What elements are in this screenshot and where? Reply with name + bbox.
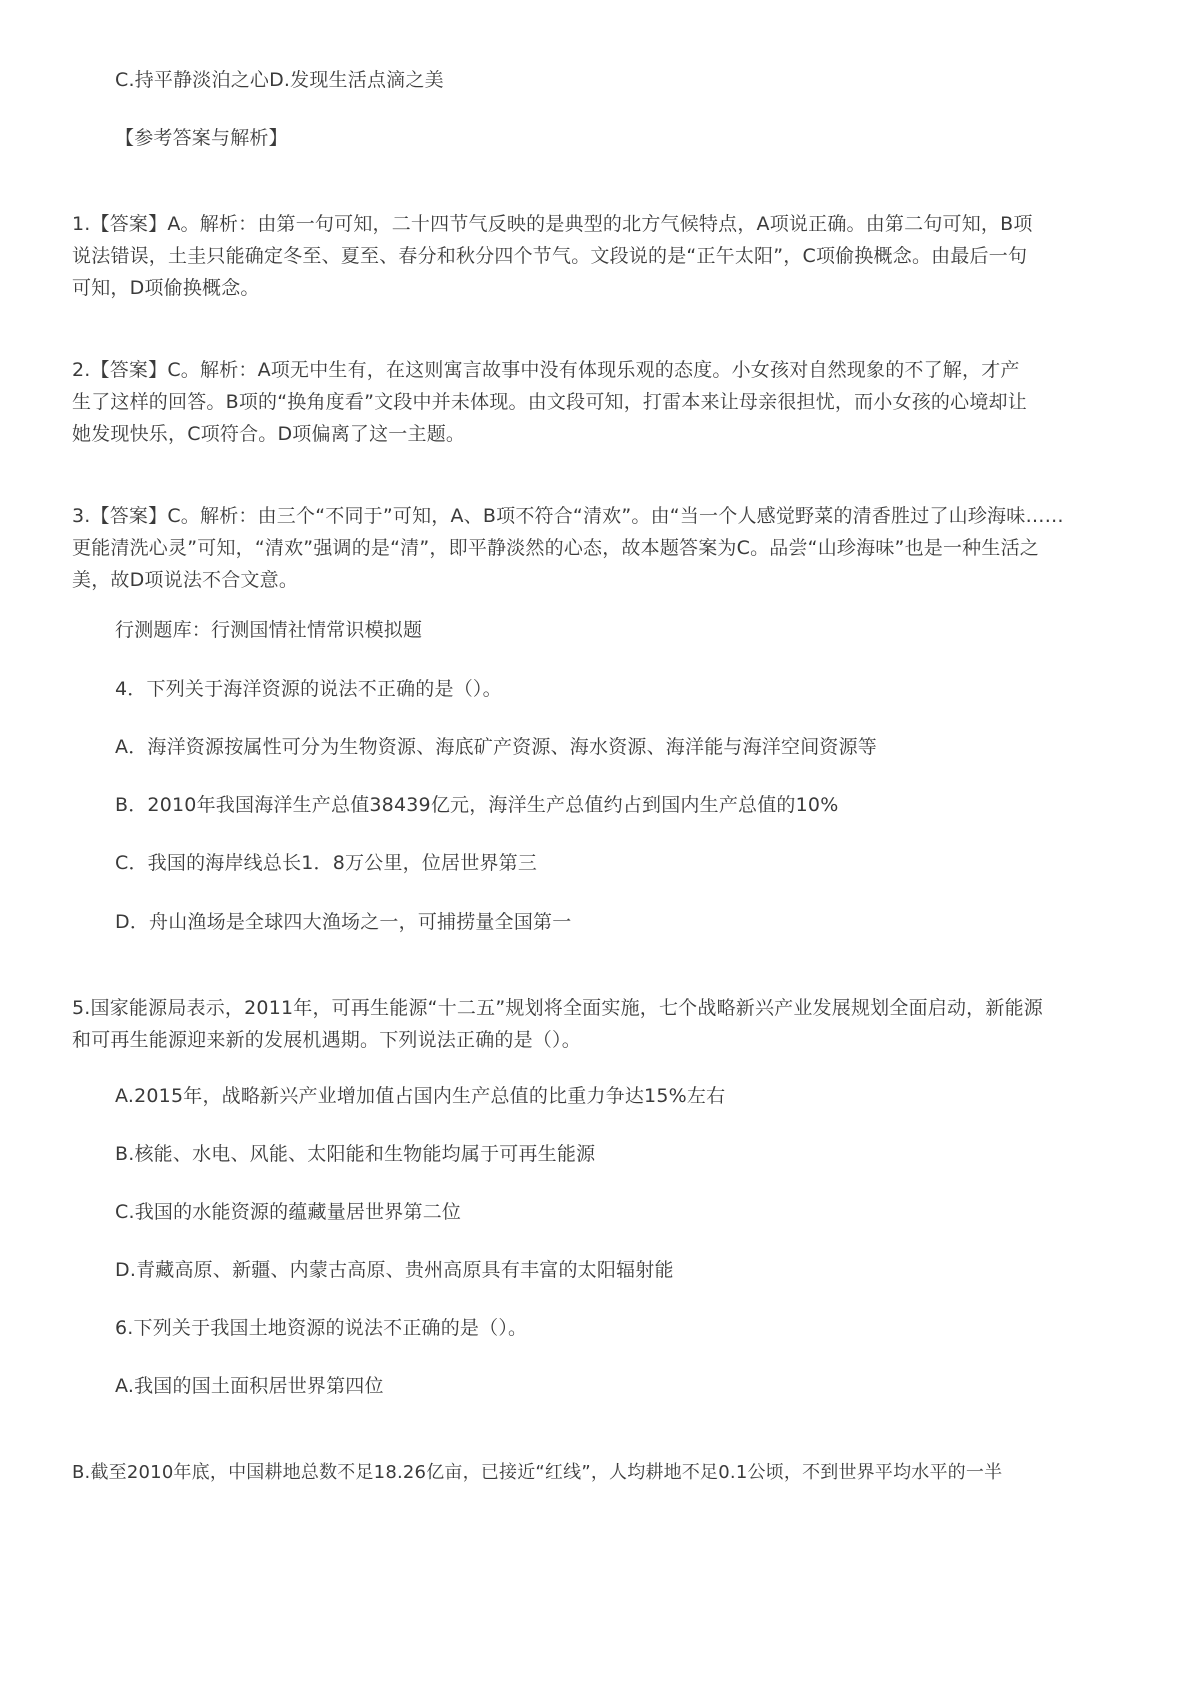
- question-6-option-b: B.截至2010年底，中国耕地总数不足18.26亿亩，已接近“红线”，人均耕地不足0.1公顷，不到世界平均水平的一半: [72, 1462, 1003, 1483]
- question-5-option-d: D.青藏高原、新疆、内蒙古高原、贵州高原具有丰富的太阳辐射能: [115, 1259, 674, 1281]
- answer-1: [72, 208, 1132, 304]
- option-line-c-d: C.持平静淡泊之心D.发现生活点滴之美: [115, 69, 444, 91]
- question-4-option-c: C．我国的海岸线总长1．8万公里，位居世界第三: [115, 852, 538, 874]
- question-5-line: 和可再生能源迎来新的发展机遇期。下列说法正确的是（）。: [72, 1029, 581, 1051]
- question-6: 6.下列关于我国土地资源的说法不正确的是（）。: [115, 1317, 528, 1339]
- answer-2-line: 生了这样的回答。B项的“换角度看”文段中并未体现。由文段可知，打雷本来让母亲很担忧，而小女孩的心境却让: [72, 391, 1027, 413]
- answer-heading: 【参考答案与解析】: [115, 127, 288, 149]
- question-5-option-b: B.核能、水电、风能、太阳能和生物能均属于可再生能源: [115, 1143, 596, 1165]
- answer-3-line: 3.【答案】C。解析：由三个“不同于”可知，A、B项不符合“清欢”。由“当一个人感觉野菜的清香胜过了山珍海味……: [72, 505, 1064, 527]
- question-6-option-a: A.我国的国土面积居世界第四位: [115, 1375, 384, 1397]
- answer-3: [72, 500, 1132, 596]
- answer-3-line: 更能清洗心灵”可知，“清欢”强调的是“清”，即平静淡然的心态，故本题答案为C。品尝“山珍海味”也是一种生活之: [72, 537, 1039, 559]
- question-4-option-a: A．海洋资源按属性可分为生物资源、海底矿产资源、海水资源、海洋能与海洋空间资源等: [115, 736, 877, 758]
- question-bank-title: 行测题库：行测国情社情常识模拟题: [115, 619, 423, 641]
- question-5-option-c: C.我国的水能资源的蕴藏量居世界第二位: [115, 1201, 462, 1223]
- answer-2-line: 2.【答案】C。解析：A项无中生有，在这则寓言故事中没有体现乐观的态度。小女孩对自然现象的不了解，才产: [72, 359, 1020, 381]
- question-5-option-a: A.2015年，战略新兴产业增加值占国内生产总值的比重力争达15%左右: [115, 1085, 726, 1107]
- question-4: 4．下列关于海洋资源的说法不正确的是（）。: [115, 678, 502, 700]
- question-4-option-d: D．舟山渔场是全球四大渔场之一，可捕捞量全国第一: [115, 911, 572, 933]
- answer-1-line: 说法错误，土圭只能确定冬至、夏至、春分和秋分四个节气。文段说的是“正午太阳”，C项偷换概念。由最后一句: [72, 245, 1028, 267]
- question-5-line: 5.国家能源局表示，2011年，可再生能源“十二五”规划将全面实施，七个战略新兴产业发展规划全面启动，新能源: [72, 997, 1043, 1019]
- question-5: [72, 992, 1132, 1056]
- question-4-option-b: B．2010年我国海洋生产总值38439亿元，海洋生产总值约占到国内生产总值的10%: [115, 794, 839, 816]
- answer-2-line: 她发现快乐，C项符合。D项偏离了这一主题。: [72, 423, 466, 445]
- answer-1-line: 可知，D项偷换概念。: [72, 277, 260, 299]
- answer-1-line: 1.【答案】A。解析：由第一句可知，二十四节气反映的是典型的北方气候特点，A项说正确。由第二句可知，B项: [72, 213, 1033, 235]
- answer-2: [72, 354, 1132, 450]
- answer-3-line: 美，故D项说法不合文意。: [72, 569, 299, 591]
